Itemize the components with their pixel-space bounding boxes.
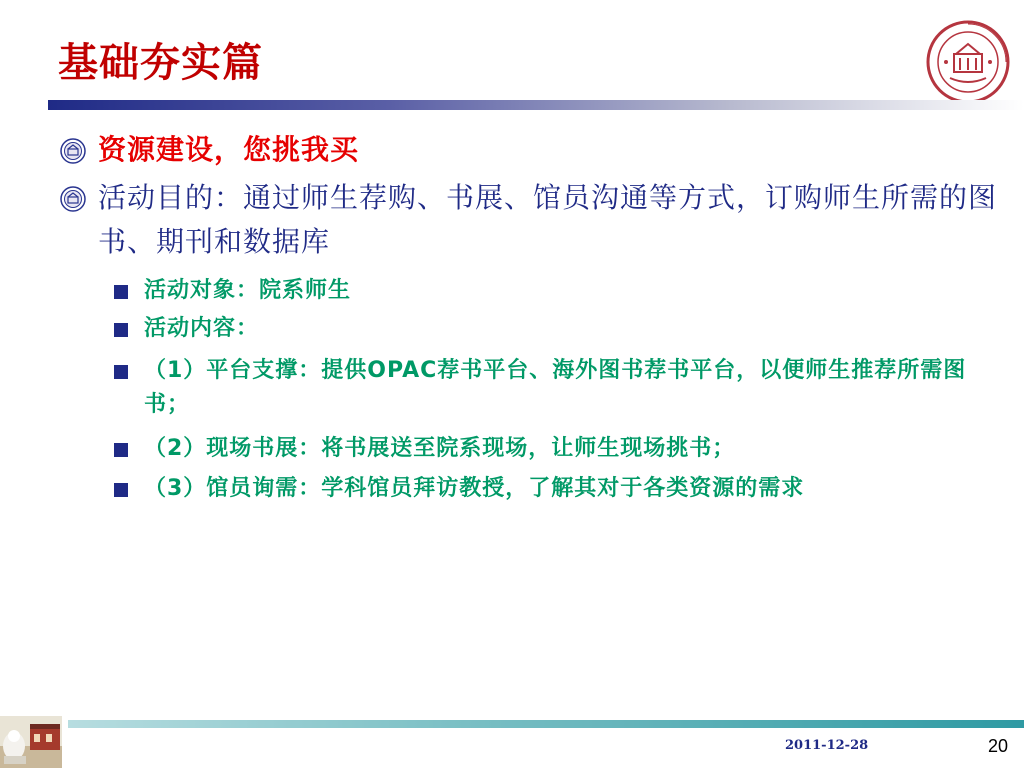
sjtu-emblem-icon: [60, 138, 86, 164]
slide-title: 基础夯实篇: [58, 40, 263, 86]
bullet-l2-bookfair: [110, 432, 990, 466]
bullet-l1-text: 活动目的：通过师生荐购、书展、馆员沟通等方式，订购师生所需的图书、期刊和数据库: [98, 181, 998, 258]
square-bullet-icon: [114, 483, 128, 497]
bullet-l2-text: 活动内容：: [144, 316, 260, 341]
bullet-l2-text: （3）馆员询需：学科馆员拜访教授，了解其对于各类资源的需求: [144, 476, 805, 501]
square-bullet-icon: [114, 323, 128, 337]
page-number: 20: [988, 736, 1009, 756]
bullet-l1-resource-building: [60, 128, 1000, 172]
bullet-l1-text: 资源建设，您挑我买: [98, 133, 360, 166]
square-bullet-icon: [114, 365, 128, 379]
bullet-l2-text: 活动对象：院系师生: [144, 278, 352, 303]
bullet-l2-text: （2）现场书展：将书展送至院系现场，让师生现场挑书；: [144, 436, 736, 461]
sjtu-emblem-icon: [60, 186, 86, 212]
bullet-l2-target: [110, 274, 990, 308]
bullet-l2-text: （1）平台支撑：提供OPAC荐书平台、海外图书荐书平台，以便师生推荐所需图书；: [144, 358, 967, 417]
bullet-l2-librarian: [110, 472, 990, 506]
campus-photo: [0, 716, 62, 768]
bullet-l1-activity-purpose: [60, 176, 1000, 264]
square-bullet-icon: [114, 443, 128, 457]
footer-divider: [68, 720, 1024, 728]
square-bullet-icon: [114, 285, 128, 299]
footer-date: 2011-12-28: [785, 738, 869, 753]
bullet-l2-platform: [110, 354, 990, 422]
bullet-l2-content: [110, 312, 990, 346]
